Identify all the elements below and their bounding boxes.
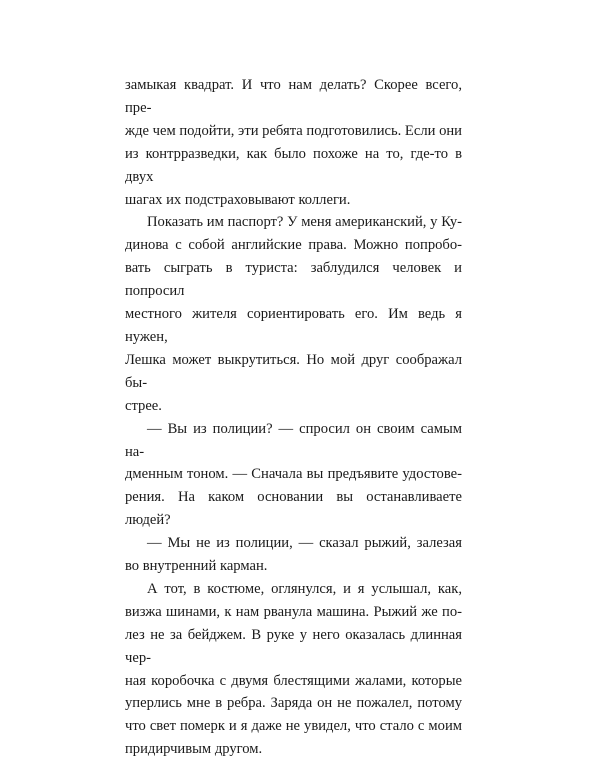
text-line: А тот, в костюме, оглянулся, и я услышал, как, [147, 580, 462, 597]
text-line: — Вы из полиции? — спросил он своим самым на- [125, 420, 462, 460]
paragraph-3 [125, 418, 462, 533]
paragraph-2 [125, 211, 462, 417]
text-line: что свет померк и я даже не увидел, что стало с моим [125, 718, 462, 735]
text-line: во внутренний карман. [125, 558, 268, 575]
text-line: шагах их подстраховывают коллеги. [125, 191, 351, 208]
text-line: вать сыграть в туриста: заблудился человек и попросил [125, 260, 462, 300]
text-line: местного жителя сориентировать его. Им ведь я нужен, [125, 306, 462, 345]
text-line: стрее. [125, 397, 162, 414]
text-line: Показать им паспорт? У меня американский, у Ку- [147, 214, 462, 231]
text-line: ная коробочка с двумя блестящими жалами, которые [125, 672, 462, 689]
text-line: лез не за бейджем. В руке у него оказалась длинная чер- [125, 626, 462, 666]
text-line: уперлись мне в ребра. Заряда он не пожалел, потому [125, 695, 462, 712]
paragraph-5 [125, 578, 462, 761]
book-page-text [125, 74, 462, 761]
text-line: визжа шинами, к нам рванула машина. Рыжий же по- [125, 603, 462, 620]
text-line: из контрразведки, как было похоже на то, где-то в двух [125, 145, 462, 185]
text-line: — Мы не из полиции, — сказал рыжий, залезая [147, 535, 462, 552]
text-line: замыкая квадрат. И что нам делать? Скорее всего, пре- [125, 77, 462, 116]
paragraph-1 [125, 74, 462, 211]
text-line: дменным тоном. — Сначала вы предъявите удостове- [125, 466, 462, 483]
paragraph-4 [125, 532, 462, 578]
text-line: динова с собой английские права. Можно попробо- [125, 237, 462, 254]
text-line: придирчивым другом. [125, 741, 263, 758]
text-line: Лешка может выкрутиться. Но мой друг соображал бы- [125, 351, 462, 391]
text-line: жде чем подойти, эти ребята подготовились. Если они [125, 122, 462, 139]
text-line: рения. На каком основании вы останавливаете людей? [125, 489, 462, 529]
